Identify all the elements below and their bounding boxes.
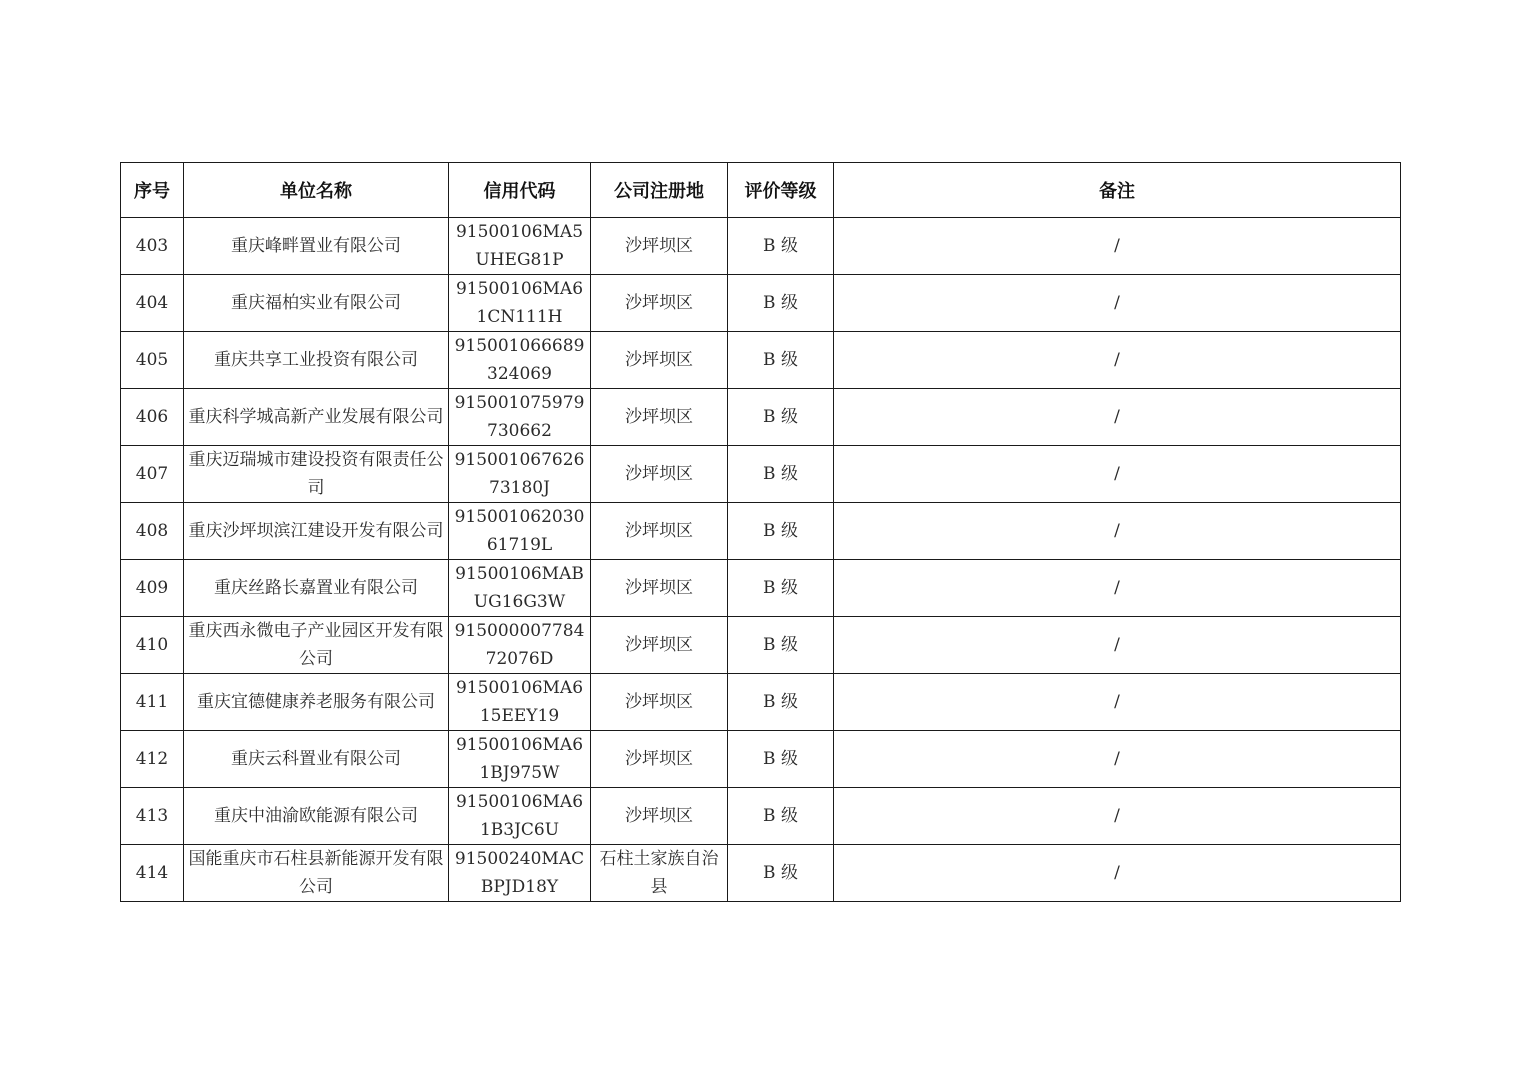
cell-seq: 408	[121, 503, 184, 560]
cell-code: 91500106MA5UHEG81P	[449, 218, 591, 275]
cell-name: 重庆迈瑞城市建设投资有限责任公司	[184, 446, 449, 503]
cell-seq: 413	[121, 788, 184, 845]
cell-remark: /	[834, 332, 1401, 389]
cell-name: 重庆峰畔置业有限公司	[184, 218, 449, 275]
cell-place: 沙坪坝区	[591, 788, 728, 845]
cell-name: 重庆福柏实业有限公司	[184, 275, 449, 332]
header-code: 信用代码	[449, 163, 591, 218]
cell-code: 915001066689324069	[449, 332, 591, 389]
cell-remark: /	[834, 503, 1401, 560]
cell-place: 沙坪坝区	[591, 674, 728, 731]
cell-seq: 410	[121, 617, 184, 674]
table-row	[121, 560, 1401, 617]
cell-grade: B 级	[728, 560, 834, 617]
cell-place: 沙坪坝区	[591, 218, 728, 275]
cell-remark: /	[834, 788, 1401, 845]
cell-code: 91500106MA61B3JC6U	[449, 788, 591, 845]
cell-name: 重庆沙坪坝滨江建设开发有限公司	[184, 503, 449, 560]
header-remark: 备注	[834, 163, 1401, 218]
cell-remark: /	[834, 275, 1401, 332]
cell-remark: /	[834, 446, 1401, 503]
cell-code: 91500106203061719L	[449, 503, 591, 560]
cell-place: 沙坪坝区	[591, 275, 728, 332]
cell-grade: B 级	[728, 332, 834, 389]
cell-grade: B 级	[728, 788, 834, 845]
cell-remark: /	[834, 560, 1401, 617]
table-row	[121, 446, 1401, 503]
cell-code: 91500000778472076D	[449, 617, 591, 674]
cell-grade: B 级	[728, 446, 834, 503]
header-grade: 评价等级	[728, 163, 834, 218]
cell-code: 91500106MA61BJ975W	[449, 731, 591, 788]
cell-grade: B 级	[728, 275, 834, 332]
cell-remark: /	[834, 674, 1401, 731]
cell-name: 重庆丝路长嘉置业有限公司	[184, 560, 449, 617]
enterprise-rating-table	[120, 162, 1401, 902]
table-row	[121, 389, 1401, 446]
cell-grade: B 级	[728, 218, 834, 275]
cell-place: 沙坪坝区	[591, 503, 728, 560]
table-row	[121, 332, 1401, 389]
table-row	[121, 617, 1401, 674]
cell-seq: 407	[121, 446, 184, 503]
cell-seq: 412	[121, 731, 184, 788]
cell-remark: /	[834, 218, 1401, 275]
cell-name: 重庆科学城高新产业发展有限公司	[184, 389, 449, 446]
cell-place: 沙坪坝区	[591, 560, 728, 617]
cell-remark: /	[834, 389, 1401, 446]
cell-place: 石柱土家族自治县	[591, 845, 728, 902]
cell-seq: 404	[121, 275, 184, 332]
cell-place: 沙坪坝区	[591, 617, 728, 674]
table-row	[121, 788, 1401, 845]
cell-code: 91500106762673180J	[449, 446, 591, 503]
cell-seq: 414	[121, 845, 184, 902]
cell-code: 91500106MABUG16G3W	[449, 560, 591, 617]
header-seq: 序号	[121, 163, 184, 218]
table-row	[121, 275, 1401, 332]
cell-grade: B 级	[728, 674, 834, 731]
table-row	[121, 731, 1401, 788]
cell-code: 915001075979730662	[449, 389, 591, 446]
cell-grade: B 级	[728, 731, 834, 788]
cell-name: 重庆中油渝欧能源有限公司	[184, 788, 449, 845]
table-row	[121, 845, 1401, 902]
cell-remark: /	[834, 617, 1401, 674]
cell-place: 沙坪坝区	[591, 332, 728, 389]
cell-code: 91500106MA615EEY19	[449, 674, 591, 731]
cell-grade: B 级	[728, 389, 834, 446]
header-place: 公司注册地	[591, 163, 728, 218]
cell-seq: 409	[121, 560, 184, 617]
table-header-row	[121, 163, 1401, 218]
cell-place: 沙坪坝区	[591, 389, 728, 446]
table-row	[121, 218, 1401, 275]
cell-name: 重庆云科置业有限公司	[184, 731, 449, 788]
cell-remark: /	[834, 731, 1401, 788]
cell-seq: 405	[121, 332, 184, 389]
cell-grade: B 级	[728, 845, 834, 902]
cell-seq: 403	[121, 218, 184, 275]
cell-code: 91500240MACBPJD18Y	[449, 845, 591, 902]
cell-name: 重庆共享工业投资有限公司	[184, 332, 449, 389]
cell-seq: 406	[121, 389, 184, 446]
cell-remark: /	[834, 845, 1401, 902]
cell-grade: B 级	[728, 617, 834, 674]
cell-name: 重庆西永微电子产业园区开发有限公司	[184, 617, 449, 674]
cell-place: 沙坪坝区	[591, 446, 728, 503]
cell-seq: 411	[121, 674, 184, 731]
table-row	[121, 503, 1401, 560]
cell-place: 沙坪坝区	[591, 731, 728, 788]
cell-code: 91500106MA61CN111H	[449, 275, 591, 332]
cell-name: 重庆宜德健康养老服务有限公司	[184, 674, 449, 731]
cell-grade: B 级	[728, 503, 834, 560]
header-name: 单位名称	[184, 163, 449, 218]
cell-name: 国能重庆市石柱县新能源开发有限公司	[184, 845, 449, 902]
table-row	[121, 674, 1401, 731]
